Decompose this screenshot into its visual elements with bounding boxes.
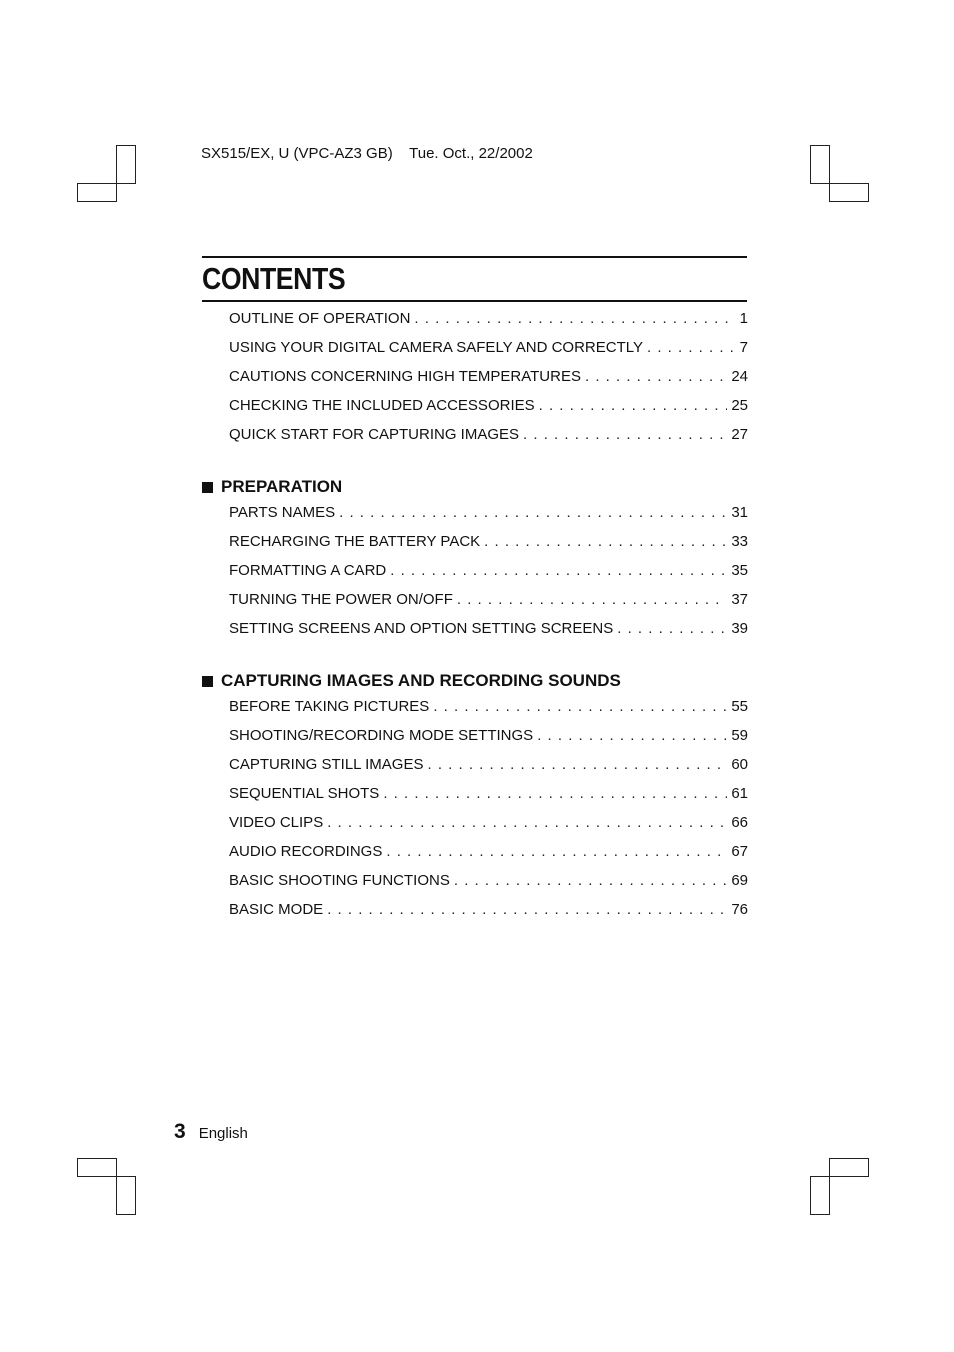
toc-entry-page: 7 [739,339,748,356]
crop-mark-top-right-vertical [810,145,830,184]
language-label: English [198,1125,248,1142]
dot-leader [383,785,727,802]
crop-mark-top-right-horizontal [829,183,869,202]
dot-leader [454,872,727,889]
toc-entry-title: QUICK START FOR CAPTURING IMAGES [229,426,520,443]
page-number: 3 [174,1120,186,1143]
dot-leader [427,756,727,773]
toc-entry[interactable] [229,727,748,756]
toc-entry-title: USING YOUR DIGITAL CAMERA SAFELY AND CORRECTLY [229,339,643,356]
toc-preparation-list [229,504,748,649]
toc-entry[interactable] [229,426,748,455]
dot-leader [433,698,727,715]
toc-entry-title: SETTING SCREENS AND OPTION SETTING SCREENS [229,620,614,637]
toc-entry[interactable] [229,785,748,814]
dot-leader [484,533,727,550]
dot-leader [647,339,736,356]
toc-entry-page: 69 [731,872,748,889]
toc-entry-title: SHOOTING/RECORDING MODE SETTINGS [229,727,534,744]
dot-leader [539,397,728,414]
toc-intro-list [229,310,748,455]
toc-entry[interactable] [229,591,748,620]
page-title: CONTENTS [202,261,346,296]
toc-entry[interactable] [229,756,748,785]
toc-entry-page: 67 [731,843,748,860]
toc-entry-title: BEFORE TAKING PICTURES [229,698,430,715]
toc-entry-title: BASIC MODE [229,901,324,918]
section-heading-text: CAPTURING IMAGES AND RECORDING SOUNDS [221,671,621,690]
toc-entry[interactable] [229,562,748,591]
toc-entry-page: 27 [731,426,748,443]
title-rule-bottom [202,300,747,302]
toc-entry-page: 39 [731,620,748,637]
crop-mark-bottom-right-vertical [810,1176,830,1215]
toc-entry-page: 35 [731,562,748,579]
toc-entry-title: CHECKING THE INCLUDED ACCESSORIES [229,397,535,414]
toc-entry-page: 76 [731,901,748,918]
toc-entry-title: FORMATTING A CARD [229,562,387,579]
dot-leader [617,620,727,637]
title-rule-top [202,256,747,258]
square-bullet-icon [202,482,213,493]
toc-entry-title: PARTS NAMES [229,504,336,521]
toc-entry-title: RECHARGING THE BATTERY PACK [229,533,481,550]
dot-leader [327,901,727,918]
crop-mark-bottom-right-horizontal [829,1158,869,1177]
dot-leader [585,368,727,385]
dot-leader [523,426,727,443]
dot-leader [414,310,735,327]
toc-entry[interactable] [229,872,748,901]
toc-entry[interactable] [229,397,748,426]
toc-entry-title: CAPTURING STILL IMAGES [229,756,424,773]
toc-entry[interactable] [229,310,748,339]
dot-leader [457,591,727,608]
toc-entry-page: 66 [731,814,748,831]
toc-entry-page: 55 [731,698,748,715]
toc-entry-title: SEQUENTIAL SHOTS [229,785,380,802]
crop-mark-bottom-left-vertical [116,1176,136,1215]
toc-entry-page: 60 [731,756,748,773]
toc-entry-title: VIDEO CLIPS [229,814,324,831]
section-heading-preparation [202,477,342,497]
toc-entry[interactable] [229,368,748,397]
toc-entry-title: TURNING THE POWER ON/OFF [229,591,453,608]
toc-entry-page: 61 [731,785,748,802]
toc-capturing-list [229,698,748,930]
toc-entry[interactable] [229,901,748,930]
crop-mark-bottom-left-horizontal [77,1158,117,1177]
section-heading-capturing [202,671,621,691]
dot-leader [327,814,727,831]
dot-leader [537,727,727,744]
section-heading-text: PREPARATION [221,477,343,496]
toc-entry-page: 59 [731,727,748,744]
toc-entry-title: AUDIO RECORDINGS [229,843,383,860]
toc-entry[interactable] [229,533,748,562]
crop-mark-top-left-horizontal [77,183,117,202]
dot-leader [386,843,727,860]
dot-leader [339,504,727,521]
toc-entry[interactable] [229,620,748,649]
toc-entry-page: 33 [731,533,748,550]
toc-entry[interactable] [229,843,748,872]
toc-entry[interactable] [229,339,748,368]
print-header: SX515/EX, U (VPC-AZ3 GB) Tue. Oct., 22/2002 [201,145,533,162]
toc-entry-page: 1 [739,310,748,327]
page-footer [174,1120,248,1144]
toc-entry[interactable] [229,504,748,533]
toc-entry[interactable] [229,698,748,727]
toc-entry-page: 31 [731,504,748,521]
toc-entry-title: BASIC SHOOTING FUNCTIONS [229,872,450,889]
toc-entry-title: OUTLINE OF OPERATION [229,310,411,327]
toc-entry-page: 25 [731,397,748,414]
toc-entry-title: CAUTIONS CONCERNING HIGH TEMPERATURES [229,368,581,385]
crop-mark-top-left-vertical [116,145,136,184]
dot-leader [390,562,727,579]
toc-entry-page: 37 [731,591,748,608]
toc-entry[interactable] [229,814,748,843]
toc-entry-page: 24 [731,368,748,385]
square-bullet-icon [202,676,213,687]
